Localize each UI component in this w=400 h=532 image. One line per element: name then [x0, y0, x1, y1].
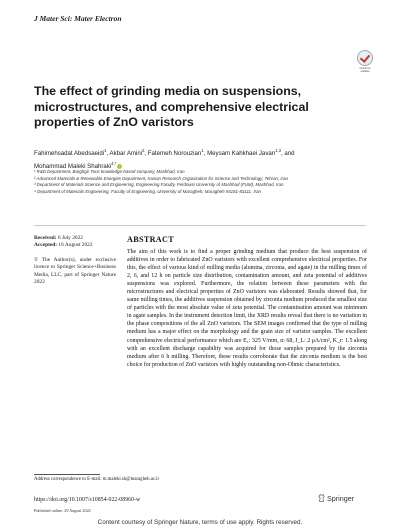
affiliations: [34, 169, 364, 195]
article-title: The effect of grinding media on suspensions, microstructures, and comprehensive electrical properties of ZnO varistors: [34, 84, 309, 129]
author-separator: ,: [144, 150, 148, 158]
affiliation: ² Advanced Materials & Renewable Energies Department, Iranian Research Organization for Science and Technology, Tehran, Iran: [34, 175, 288, 181]
copyright-banner: Content courtesy of Springer Nature, terms of use apply. Rights reserved.: [97, 519, 303, 526]
published-date: Published online: 29 August 2022: [34, 508, 91, 513]
journal-name: J Mater Sci: Mater Electron: [34, 14, 122, 23]
author-separator: ,: [203, 150, 208, 158]
affiliation: ¹ R&D Department, Barghgir Toos knowledge-based company, Mashhad, Iran: [34, 169, 185, 174]
author-affiliation-marker: 1,3: [275, 148, 281, 153]
author-separator: , and: [280, 150, 295, 158]
author-affiliation-marker: 2: [142, 148, 145, 153]
abstract-heading: ABSTRACT: [127, 235, 174, 244]
received-date: 6 July 2022: [57, 235, 83, 241]
author-name: Fatemeh Norouzian: [147, 150, 202, 158]
author-affiliation-marker: 1: [201, 148, 204, 153]
footnote-divider: [34, 474, 100, 475]
check-updates-label: Check for updates: [359, 67, 371, 73]
affiliation: ⁴ Department of Materials Engineering, Faculty of Engineering, University of Maragheh, Maragheh 55181-83111, Iran: [34, 188, 262, 194]
accepted-date: 16 August 2022: [58, 242, 93, 249]
publisher-name: Springer: [327, 494, 355, 503]
header-divider: [34, 225, 366, 226]
author-separator: ,: [106, 150, 110, 158]
author-name: Mohammad Maleki Shahraki: [34, 163, 112, 171]
doi-link[interactable]: https://doi.org/10.1007/s10854-022-08960-w: [34, 497, 141, 503]
author-affiliation-marker: 4,*: [111, 161, 117, 167]
copyright-notice: © The Author(s), under exclusive licence to Springer Science+Business Media, LLC, part of Springer Nature 2022: [34, 256, 116, 286]
check-for-updates-badge[interactable]: [356, 50, 374, 72]
affiliation: ³ Department of Materials Science and Engineering, Engineering Faculty, Ferdowsi University of Mashhad (FUM), Mashhad, Iran: [34, 182, 284, 187]
author-name: Fahimehsadat Abedsaeidi: [34, 150, 105, 158]
author-name: Akbar Amini: [109, 150, 143, 158]
check-updates-icon: [357, 50, 373, 66]
springer-horse-icon: [318, 494, 325, 502]
correspondence-footnote: Address correspondence to E-mail: m.maleki.sh@maragheh.ac.ir: [34, 477, 160, 482]
author-affiliation-marker: 1: [104, 148, 107, 153]
abstract-text: The aim of this work is to find a proper grinding medium that produce the best suspension of additives in order to fabricated ZnO varistors with excellent comprehensive electrical properties. For this, the effect of various kind of milling media (alumina, zirconia, and agate) in the milling times of 2, 6, and 12 h on particle size distribution, contamination amount, and zeta potential of additives suspensions was explored. Furthermore, the relation between these parameters with the microstructures and electrical properties of ZnO varistors was elaborated. Results showed that, for same milling times, the additives suspension obtained by zirconia medium produced the smallest size of particles with the most absolute value of zeta potential. The contamination amount was minimum in agate samples. In the instrument detection limit, the XRD results reveal that there is no variation in the phase compositions of the all ZnO varistors. The SEM images confirmed that the type of milling medium has a major effect on the morphology and the grain size of varistor samples. The excellent comprehensive electrical performance which are E₁: 325 V/mm, α: 68, J_L: 2 μA/cm², K_r: 1.5 along with an excellent discharge capability was acquired for those samples prepared by the zirconia medium after 6 h milling. Therefore, these results corroborate that the zirconia medium is the best choice for production of ZnO varistors with highly outstanding non-Ohmic characteristics.: [127, 249, 367, 368]
received-label: Received:: [34, 235, 57, 241]
accepted-label: Accepted:: [34, 242, 58, 249]
author-name: Meysam Kahkhaei Javan: [207, 150, 276, 158]
publisher-logo: [318, 494, 354, 503]
article-history: [34, 235, 116, 286]
